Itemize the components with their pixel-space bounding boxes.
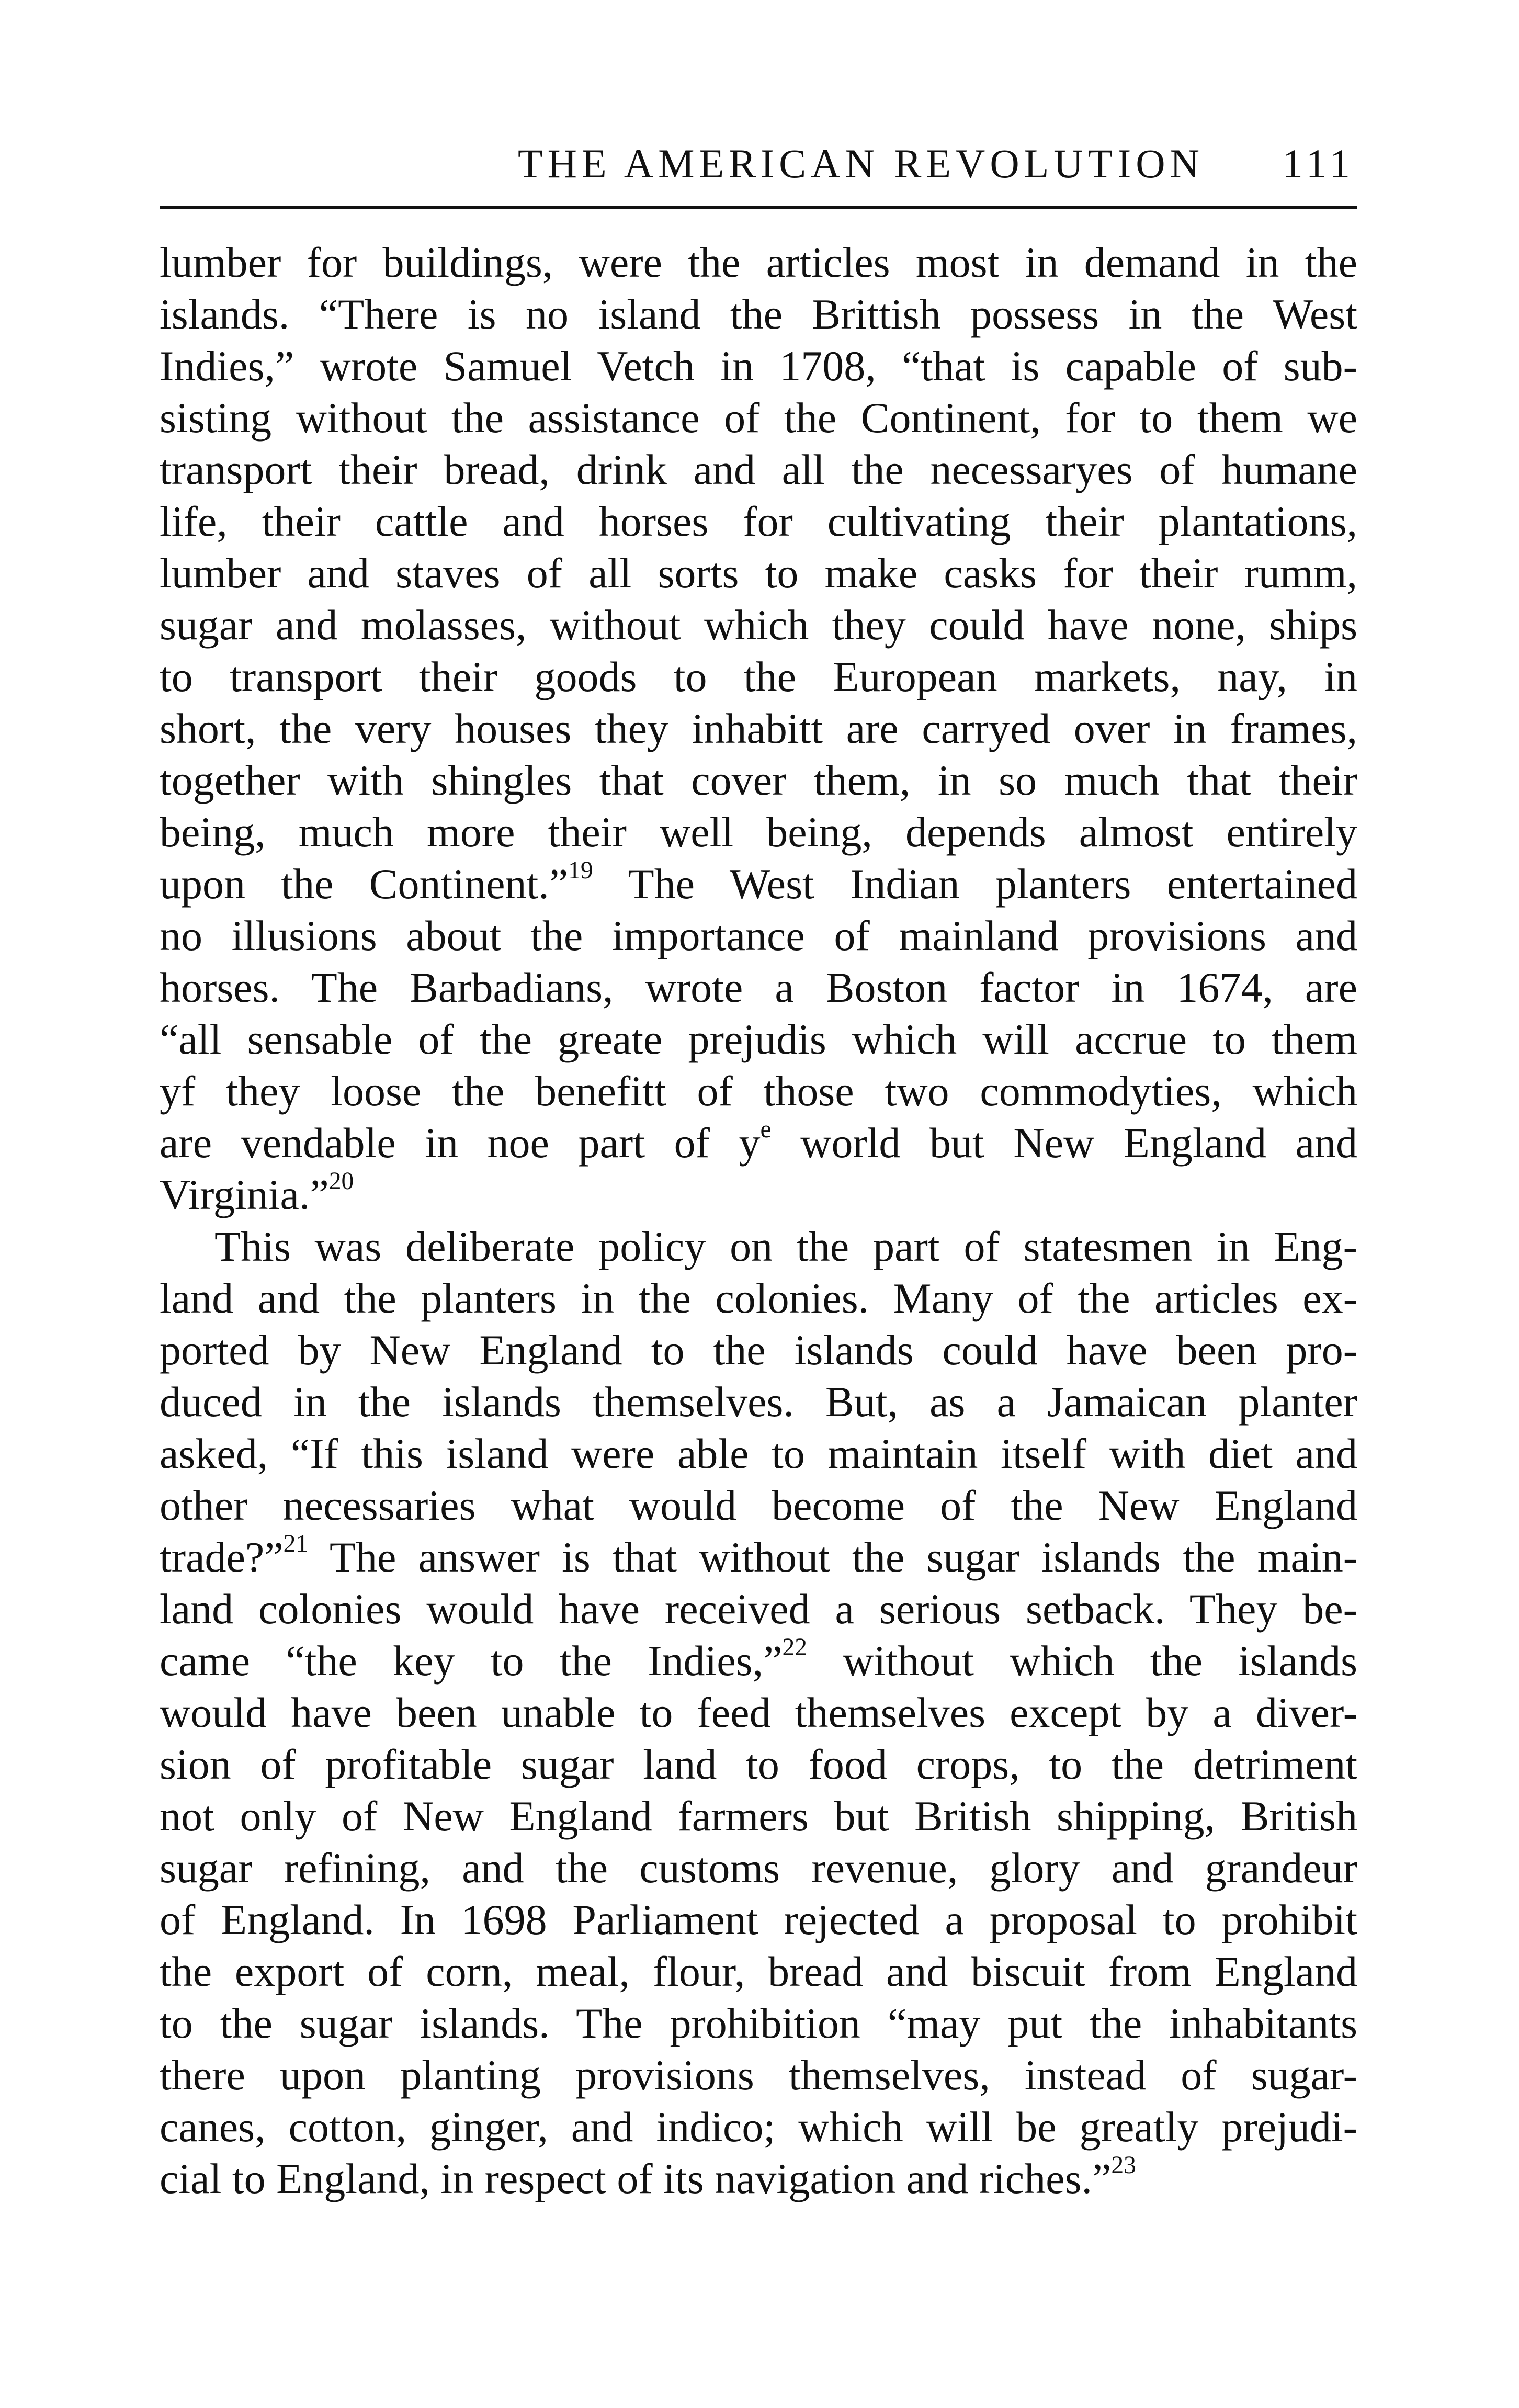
line-text: life, their cattle and horses for cultivating their plantations, <box>160 498 1357 545</box>
text-line <box>160 1531 1357 1583</box>
line-text: transport their bread, drink and all the necessaryes of humane <box>160 446 1357 493</box>
page-number: 111 <box>1282 141 1355 186</box>
line-text: to transport their goods to the European markets, nay, in <box>160 653 1357 700</box>
line-text: Virginia.” <box>160 1171 329 1218</box>
line-text-continued: without which the islands <box>807 1637 1357 1685</box>
text-line <box>160 754 1357 806</box>
text-line <box>160 1428 1357 1479</box>
line-text: sugar and molasses, without which they could have none, ships <box>160 601 1357 649</box>
line-text: horses. The Barbadians, wrote a Boston factor in 1674, are <box>160 964 1357 1011</box>
text-line <box>160 962 1357 1013</box>
footnote-marker: 23 <box>1111 2151 1136 2179</box>
line-text: there upon planting provisions themselves, instead of sugar- <box>160 2051 1357 2099</box>
line-text: the export of corn, meal, flour, bread and biscuit from England <box>160 1948 1357 1995</box>
line-text: duced in the islands themselves. But, as a Jamaican planter <box>160 1378 1357 1426</box>
line-text: Indies,” wrote Samuel Vetch in 1708, “that is capable of sub- <box>160 342 1357 390</box>
text-line <box>160 2101 1357 2153</box>
line-text: islands. “There is no island the Brittish possess in the West <box>160 290 1357 338</box>
line-text: being, much more their well being, depends almost entirely <box>160 808 1357 856</box>
line-text: would have been unable to feed themselves except by a diver- <box>160 1689 1357 1736</box>
text-line <box>160 1479 1357 1531</box>
text-line <box>160 1376 1357 1428</box>
text-line <box>160 1842 1357 1894</box>
text-line <box>160 1583 1357 1635</box>
line-text: sisting without the assistance of the Continent, for to them we <box>160 394 1357 442</box>
line-text: lumber and staves of all sorts to make casks for their rumm, <box>160 549 1357 597</box>
text-line <box>160 340 1357 392</box>
text-line <box>160 1117 1357 1169</box>
paragraph <box>160 1220 1357 2204</box>
running-header <box>518 140 1355 203</box>
line-text: no illusions about the importance of mainland provisions and <box>160 912 1357 959</box>
text-line <box>160 392 1357 444</box>
line-text: land and the planters in the colonies. Many of the articles ex- <box>160 1274 1357 1322</box>
text-line <box>160 1013 1357 1065</box>
text-line <box>160 1272 1357 1324</box>
line-text-continued: The West Indian planters entertained <box>593 860 1357 908</box>
line-text: canes, cotton, ginger, and indico; which will be greatly prejudi- <box>160 2103 1357 2151</box>
header-rule <box>160 206 1357 209</box>
line-text: of England. In 1698 Parliament rejected a proposal to prohibit <box>160 1896 1357 1943</box>
text-line <box>160 1738 1357 1790</box>
body-text <box>160 236 1357 2204</box>
line-text: are vendable in noe part of y <box>160 1119 761 1167</box>
text-line <box>160 1065 1357 1117</box>
line-text: ported by New England to the islands could have been pro- <box>160 1326 1357 1374</box>
text-line <box>160 1997 1357 2049</box>
line-text: short, the very houses they inhabitt are carryed over in frames, <box>160 705 1357 752</box>
line-text-continued: The answer is that without the sugar islands the main- <box>308 1533 1357 1581</box>
text-line <box>160 1687 1357 1738</box>
line-text: asked, “If this island were able to maintain itself with diet and <box>160 1430 1357 1477</box>
text-line <box>160 858 1357 910</box>
text-line <box>160 1946 1357 1997</box>
text-line <box>160 599 1357 651</box>
text-line <box>160 806 1357 858</box>
text-line <box>160 1894 1357 1946</box>
text-line <box>160 1169 1357 1220</box>
line-text: not only of New England farmers but British shipping, British <box>160 1792 1357 1840</box>
line-text: sugar refining, and the customs revenue, glory and grandeur <box>160 1844 1357 1892</box>
text-line <box>160 288 1357 340</box>
line-text: trade?” <box>160 1533 284 1581</box>
line-text: “all sensable of the greate prejudis which will accrue to them <box>160 1015 1357 1063</box>
running-title: THE AMERICAN REVOLUTION <box>518 141 1204 186</box>
line-text: other necessaries what would become of the New England <box>160 1482 1357 1529</box>
text-line <box>160 1220 1357 1272</box>
line-text: together with shingles that cover them, in so much that their <box>160 756 1357 804</box>
text-line <box>160 2153 1357 2204</box>
text-line <box>160 910 1357 962</box>
footnote-marker: 20 <box>328 1167 354 1195</box>
line-text: cial to England, in respect of its navigation and riches.” <box>160 2155 1112 2202</box>
line-text: came “the key to the Indies,” <box>160 1637 783 1685</box>
line-text: sion of profitable sugar land to food crops, to the detriment <box>160 1740 1357 1788</box>
line-text: land colonies would have received a serious setback. They be- <box>160 1585 1357 1633</box>
text-line <box>160 495 1357 547</box>
text-line <box>160 1324 1357 1376</box>
line-text-continued: world but New England and <box>771 1119 1357 1167</box>
text-line <box>160 1790 1357 1842</box>
paragraph <box>160 236 1357 1220</box>
text-line <box>160 444 1357 495</box>
line-text: to the sugar islands. The prohibition “may put the inhabitants <box>160 1999 1357 2047</box>
footnote-marker: 22 <box>782 1633 808 1661</box>
footnote-marker: e <box>760 1115 772 1143</box>
footnote-marker: 21 <box>283 1530 309 1557</box>
text-line <box>160 2049 1357 2101</box>
line-text: yf they loose the benefitt of those two commodyties, which <box>160 1067 1357 1115</box>
text-line <box>160 547 1357 599</box>
footnote-marker: 19 <box>568 856 593 884</box>
line-text: lumber for buildings, were the articles most in demand in the <box>160 239 1357 286</box>
text-line <box>160 651 1357 703</box>
text-line <box>160 1635 1357 1687</box>
text-line <box>160 236 1357 288</box>
line-text: This was deliberate policy on the part of statesmen in Eng- <box>214 1223 1357 1270</box>
text-line <box>160 703 1357 754</box>
line-text: upon the Continent.” <box>160 860 569 908</box>
